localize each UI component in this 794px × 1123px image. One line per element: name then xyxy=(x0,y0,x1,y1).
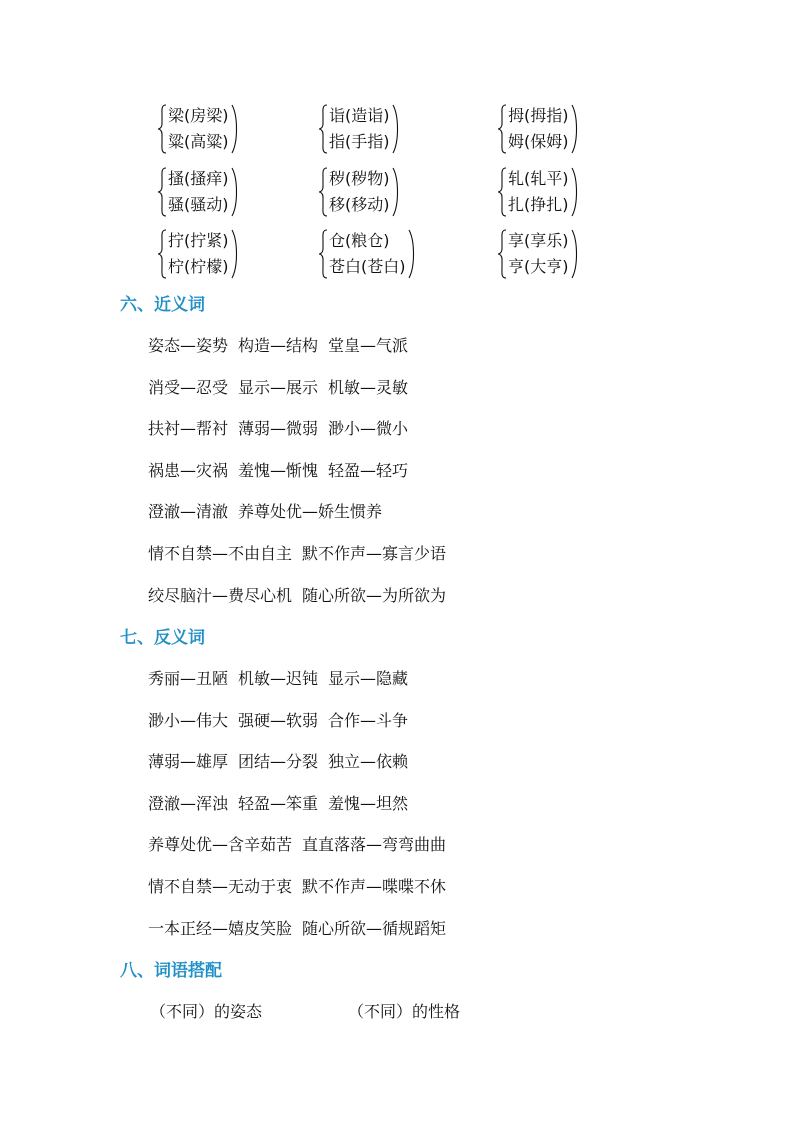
left-brace-icon xyxy=(157,104,167,154)
character-pair xyxy=(157,167,240,217)
right-paren-icon xyxy=(391,167,401,217)
right-paren-icon xyxy=(230,167,240,217)
word-pair: 机敏—灵敏 xyxy=(328,377,409,397)
pair-top: 轧(轧平) xyxy=(508,169,569,188)
pair-bottom: 姆(保姆) xyxy=(508,132,569,151)
character-pair xyxy=(318,167,401,217)
left-brace-icon xyxy=(157,229,167,279)
pair-top: 拧(拧紧) xyxy=(168,231,229,250)
word-pair: 构造—结构 xyxy=(238,336,319,355)
antonyms-row xyxy=(148,751,418,773)
right-paren-icon xyxy=(407,229,417,279)
antonyms-row xyxy=(148,876,456,898)
right-paren-icon xyxy=(570,104,580,154)
word-pair: 随心所欲—循规蹈矩 xyxy=(302,918,447,938)
synonyms-row xyxy=(148,418,418,440)
character-pair xyxy=(157,229,240,279)
synonyms-row xyxy=(148,377,418,399)
word-pair: 显示—隐藏 xyxy=(328,669,409,688)
left-brace-icon xyxy=(318,104,328,154)
word-pair: 姿态—姿势 xyxy=(148,336,229,355)
word-pair: 扶衬—帮衬 xyxy=(148,419,229,439)
pair-top: 享(享乐) xyxy=(508,231,569,250)
word-pair: 一本正经—嬉皮笑脸 xyxy=(148,918,293,938)
word-pair: 薄弱—雄厚 xyxy=(148,752,229,772)
pair-lines xyxy=(328,167,391,217)
synonyms-row xyxy=(148,501,392,523)
pair-top: 拇(拇指) xyxy=(508,106,569,125)
word-pair: 澄澈—浑浊 xyxy=(148,793,229,813)
antonyms-row xyxy=(148,918,456,940)
word-pair: 团结—分裂 xyxy=(238,752,319,772)
right-paren-icon xyxy=(230,104,240,154)
left-brace-icon xyxy=(318,229,328,279)
pair-bottom: 苍白(苍白) xyxy=(329,257,406,276)
antonyms-row xyxy=(148,834,456,856)
synonyms-heading: 六、近义词 xyxy=(120,295,205,315)
word-pair: 机敏—迟钝 xyxy=(238,669,319,688)
word-pair: 澄澈—清澈 xyxy=(148,502,229,522)
pair-bottom: 亨(大亨) xyxy=(508,257,569,276)
word-pair: 情不自禁—无动于衷 xyxy=(148,877,293,896)
collocation-item: （不同）的性格 xyxy=(348,1002,461,1021)
word-pair: 堂皇—气派 xyxy=(328,336,409,355)
word-pair: 绞尽脑汁—费尽心机 xyxy=(148,585,293,605)
pair-top: 梁(房梁) xyxy=(168,106,229,125)
character-pair xyxy=(157,104,240,154)
word-pair: 随心所欲—为所欲为 xyxy=(302,585,447,605)
synonyms-row xyxy=(148,460,418,482)
pair-top: 仓(粮仓) xyxy=(329,231,390,250)
antonyms-heading: 七、反义词 xyxy=(120,628,205,648)
synonyms-row xyxy=(148,543,456,565)
character-pair xyxy=(497,167,580,217)
pair-lines xyxy=(167,229,230,279)
pair-top: 搔(搔痒) xyxy=(168,169,229,188)
collocation-item: （不同）的姿态 xyxy=(150,1002,263,1021)
left-brace-icon xyxy=(318,167,328,217)
pair-bottom: 指(手指) xyxy=(329,132,390,151)
pair-lines xyxy=(328,104,391,154)
word-pair: 渺小—伟大 xyxy=(148,710,229,730)
left-brace-icon xyxy=(497,167,507,217)
pair-bottom: 粱(高粱) xyxy=(168,132,229,151)
word-pair: 合作—斗争 xyxy=(328,710,409,730)
pair-bottom: 柠(柠檬) xyxy=(168,257,229,276)
word-pair: 薄弱—微弱 xyxy=(238,419,319,439)
left-brace-icon xyxy=(157,167,167,217)
character-pair xyxy=(497,229,580,279)
word-pair: 祸患—灾祸 xyxy=(148,460,229,480)
pair-bottom: 扎(挣扎) xyxy=(508,195,569,214)
collocation-heading: 八、词语搭配 xyxy=(120,961,222,981)
character-pair xyxy=(318,229,417,279)
synonyms-row xyxy=(148,585,456,607)
pair-lines xyxy=(507,229,570,279)
right-paren-icon xyxy=(230,229,240,279)
word-pair: 羞愧—惭愧 xyxy=(238,460,319,480)
word-pair: 秀丽—丑陋 xyxy=(148,669,229,688)
synonyms-row xyxy=(148,335,418,357)
pair-top: 秽(秽物) xyxy=(329,169,390,188)
word-pair: 轻盈—轻巧 xyxy=(328,460,409,480)
left-brace-icon xyxy=(497,104,507,154)
antonyms-row xyxy=(148,668,418,690)
word-pair: 独立—依赖 xyxy=(328,752,409,772)
pair-lines xyxy=(167,167,230,217)
pair-lines xyxy=(167,104,230,154)
character-pair xyxy=(318,104,401,154)
word-pair: 情不自禁—不由自主 xyxy=(148,544,293,563)
right-paren-icon xyxy=(570,167,580,217)
word-pair: 养尊处优—含辛茹苦 xyxy=(148,835,293,855)
word-pair: 默不作声—喋喋不休 xyxy=(302,877,447,896)
word-pair: 轻盈—笨重 xyxy=(238,793,319,813)
pair-top: 诣(造诣) xyxy=(329,106,390,125)
word-pair: 显示—展示 xyxy=(238,377,319,397)
right-paren-icon xyxy=(570,229,580,279)
word-pair: 养尊处优—娇生惯养 xyxy=(238,502,383,522)
word-pair: 默不作声—寡言少语 xyxy=(302,544,447,563)
pair-lines xyxy=(507,104,570,154)
left-brace-icon xyxy=(497,229,507,279)
word-pair: 强硬—软弱 xyxy=(238,710,319,730)
word-pair: 消受—忍受 xyxy=(148,377,229,397)
pair-bottom: 移(移动) xyxy=(329,195,390,214)
word-pair: 渺小—微小 xyxy=(328,419,409,439)
right-paren-icon xyxy=(391,104,401,154)
word-pair: 直直落落—弯弯曲曲 xyxy=(302,835,447,855)
pair-bottom: 骚(骚动) xyxy=(168,195,229,214)
word-pair: 羞愧—坦然 xyxy=(328,793,409,813)
antonyms-row xyxy=(148,710,418,732)
pair-lines xyxy=(507,167,570,217)
character-pair xyxy=(497,104,580,154)
antonyms-row xyxy=(148,793,418,815)
pair-lines xyxy=(328,229,407,279)
